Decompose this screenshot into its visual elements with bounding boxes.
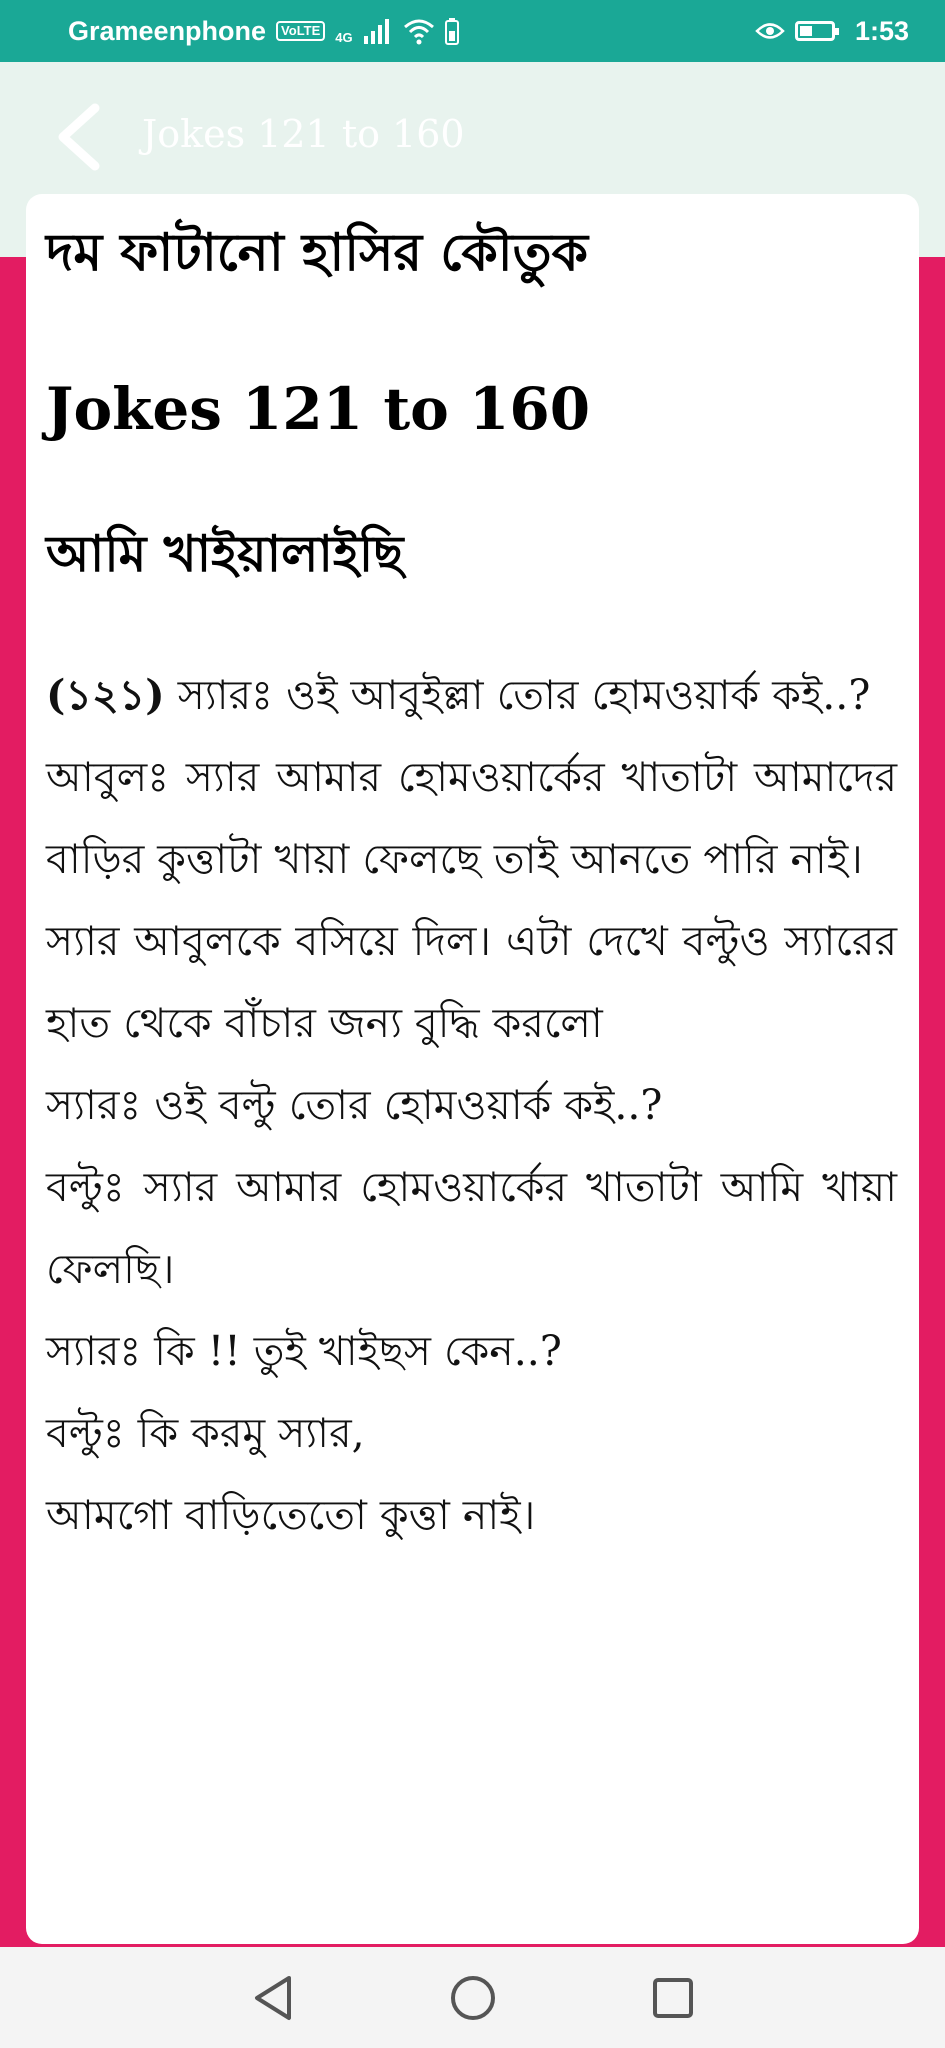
joke-line: আবুলঃ স্যার আমার হোমওয়ার্কের খাতাটা আমাদের বাড়ির কুত্তাটা খায়া ফেলছে তাই আনতে পারি নাই। [46, 753, 897, 883]
joke-line: বল্টুঃ স্যার আমার হোমওয়ার্কের খাতাটা আমি খায়া ফেলছি। [46, 1163, 897, 1293]
navigation-bar [0, 1947, 945, 2048]
content-card [26, 194, 919, 1944]
notification-battery-icon [445, 17, 459, 45]
signal-icon [363, 18, 393, 44]
volte-badge: VoLTE [276, 21, 325, 41]
status-left [68, 16, 459, 47]
eye-comfort-icon [755, 20, 785, 42]
joke-line: স্যারঃ ওই বল্টু তোর হোমওয়ার্ক কই..? [46, 1081, 663, 1129]
joke-line [46, 654, 897, 736]
clock-time: 1:53 [854, 15, 909, 46]
status-right [755, 16, 909, 47]
joke-line: স্যার আবুলকে বসিয়ে দিল। এটা দেখে বল্টুও স্যারের হাত থেকে বাঁচার জন্য বুদ্ধি করলো [46, 917, 897, 1047]
joke-body [46, 654, 897, 1556]
battery-icon [795, 21, 835, 41]
nav-back-button[interactable] [243, 1968, 303, 2028]
nav-recents-button[interactable] [643, 1968, 703, 2028]
wifi-icon [403, 17, 435, 45]
app-title: Jokes 121 to 160 [142, 112, 465, 156]
circle-home-icon [449, 1974, 497, 2022]
joke-line: স্যারঃ কি !! তুই খাইছস কেন..? [46, 1327, 562, 1375]
page-heading: দম ফাটানো হাসির কৌতুক [46, 222, 588, 283]
joke-first-text: স্যারঃ ওই আবুইল্লা তোর হোমওয়ার্ক কই..? [164, 671, 871, 719]
network-type: 4G [335, 29, 353, 45]
section-heading: Jokes 121 to 160 [46, 375, 591, 443]
joke-line: বল্টুঃ কি করমু স্যার, [46, 1409, 365, 1457]
nav-home-button[interactable] [443, 1968, 503, 2028]
joke-title: আমি খাইয়ালাইছি [46, 524, 404, 583]
carrier-name: Grameenphone [68, 15, 267, 46]
square-recents-icon [651, 1976, 695, 2020]
triangle-back-icon [251, 1974, 295, 2022]
back-button[interactable] [48, 98, 108, 176]
joke-line: আমগো বাড়িতেতো কুত্তা নাই। [46, 1491, 536, 1539]
joke-number: (১২১) [46, 671, 165, 719]
status-bar [0, 0, 945, 62]
chevron-left-icon [53, 102, 103, 172]
